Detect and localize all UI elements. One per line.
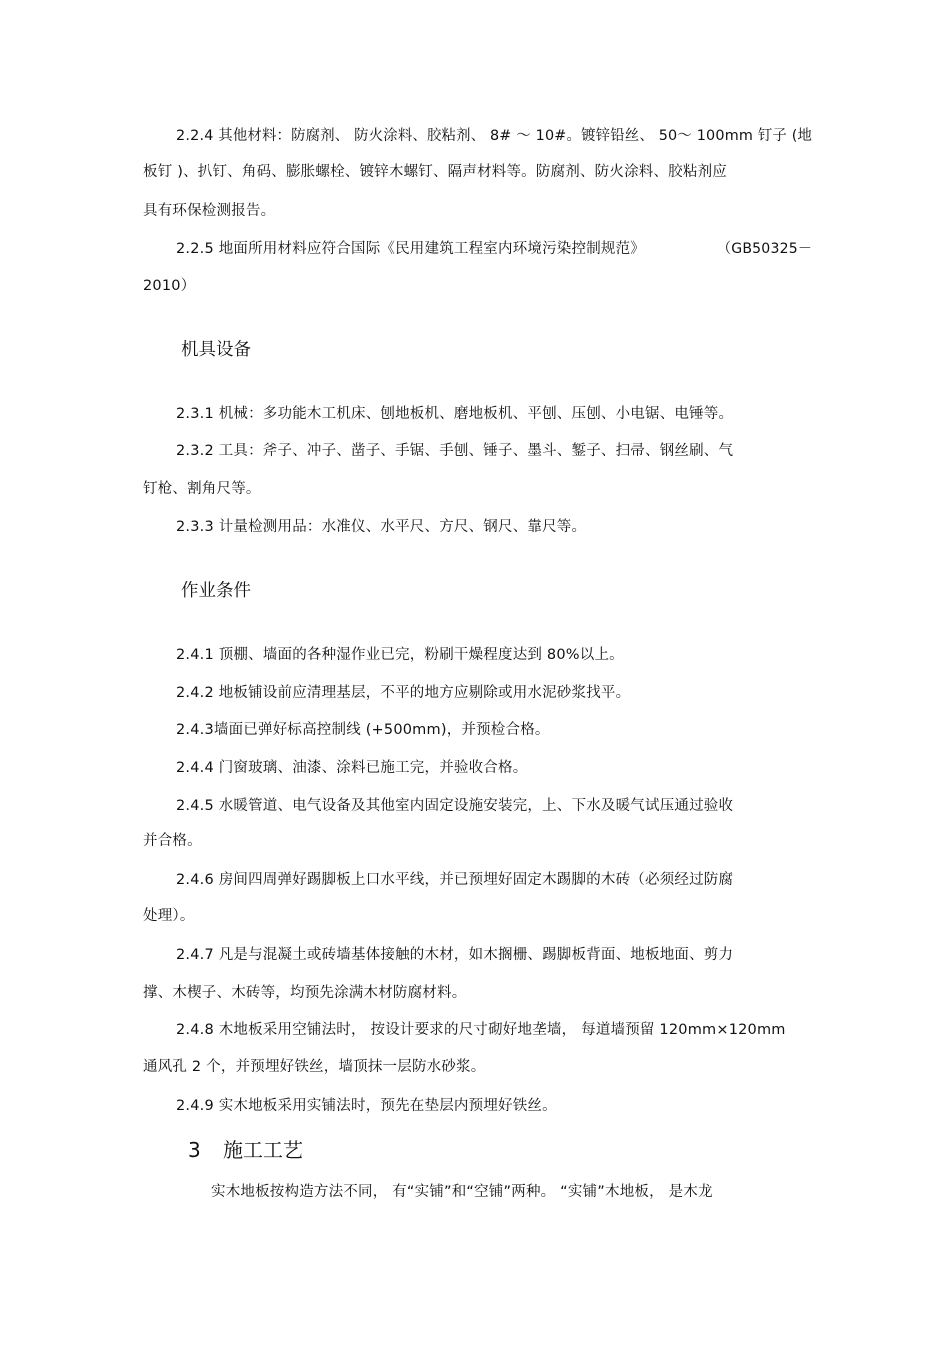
text-2-2-5-line2: 2010） [143, 278, 196, 294]
text-2-2-4-line2: 板钉 )、扒钉、角码、膨胀螺栓、镀锌木螺钉、隔声材料等。防腐剂、防火涂料、胶粘剂应 [143, 164, 727, 180]
text-2-4-9: 2.4.9 实木地板采用实铺法时，预先在垫层内预埋好铁丝。 [176, 1098, 557, 1114]
text-2-4-8-line1: 2.4.8 木地板采用空铺法时， 按设计要求的尺寸砌好地垄墙， 每道墙预留 120mm×120mm [176, 1022, 786, 1038]
text-2-3-1: 2.3.1 机械：多功能木工机床、刨地板机、磨地板机、平刨、压刨、小电锯、电锤等。 [176, 406, 734, 422]
text-2-4-5-line1: 2.4.5 水暖管道、电气设备及其他室内固定设施安装完，上、下水及暖气试压通过验收 [176, 798, 734, 814]
text-2-4-4: 2.4.4 门窗玻璃、油漆、涂料已施工完，并验收合格。 [176, 760, 528, 776]
text-2-4-7-line1: 2.4.7 凡是与混凝土或砖墙基体接触的木材，如木搁栅、踢脚板背面、地板地面、剪力 [176, 947, 734, 963]
text-2-4-6-line2: 处理）。 [143, 908, 195, 924]
text-2-2-5-line1: 2.2.5 地面所用材料应符合国际《民用建筑工程室内环境污染控制规范》 [176, 241, 646, 257]
heading-equipment: 机具设备 [181, 340, 251, 360]
text-2-2-5-standard-code: （GB50325－ [717, 241, 813, 257]
text-2-4-3: 2.4.3墙面已弹好标高控制线 (+500mm)，并预检合格。 [176, 722, 550, 738]
text-2-2-4-line1: 2.2.4 其他材料：防腐剂、 防火涂料、胶粘剂、 8# ～ 10#。镀锌铅丝、 50～ 100mm 钉子 (地 [176, 128, 813, 144]
text-2-2-4-line3: 具有环保检测报告。 [143, 203, 276, 219]
text-2-4-6-line1: 2.4.6 房间四周弹好踢脚板上口水平线，并已预埋好固定木踢脚的木砖（必须经过防腐 [176, 872, 734, 888]
text-2-3-3: 2.3.3 计量检测用品：水准仪、水平尺、方尺、钢尺、靠尺等。 [176, 519, 587, 535]
text-2-3-2-line2: 钉枪、割角尺等。 [143, 481, 261, 497]
text-2-3-2-line1: 2.3.2 工具：斧子、冲子、凿子、手锯、手刨、锤子、墨斗、錾子、扫帚、钢丝刷、气 [176, 443, 734, 459]
text-2-4-1: 2.4.1 顶棚、墙面的各种湿作业已完，粉刷干燥程度达到 80%以上。 [176, 647, 624, 663]
section-3-heading [188, 1137, 303, 1163]
section-title: 施工工艺 [223, 1138, 303, 1162]
heading-work-conditions: 作业条件 [181, 581, 251, 601]
text-3-intro: 实木地板按构造方法不同， 有“实铺”和“空铺”两种。 “实铺”木地板， 是木龙 [211, 1184, 713, 1200]
text-2-4-8-line2: 通风孔 2 个，并预埋好铁丝，墙顶抹一层防水砂浆。 [143, 1059, 486, 1075]
text-2-4-7-line2: 撑、木楔子、木砖等，均预先涂满木材防腐材料。 [143, 985, 467, 1001]
text-2-4-2: 2.4.2 地板铺设前应清理基层，不平的地方应剔除或用水泥砂浆找平。 [176, 685, 631, 701]
section-number: 3 [188, 1138, 201, 1162]
text-2-4-5-line2: 并合格。 [143, 833, 202, 849]
